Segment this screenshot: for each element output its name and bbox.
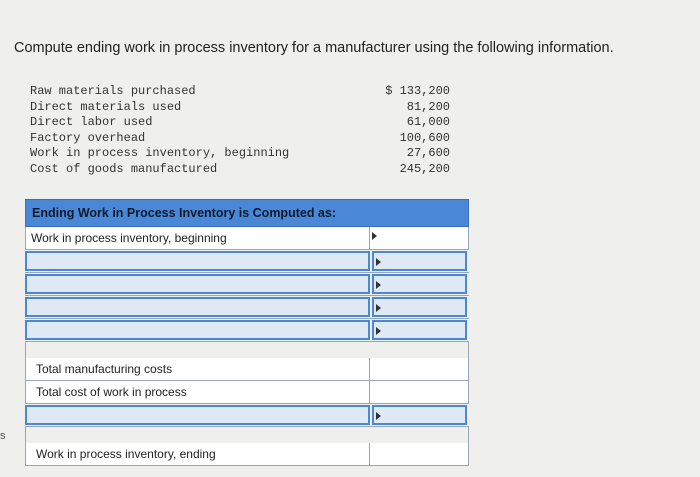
input-marker-icon	[376, 327, 381, 335]
data-row	[30, 162, 450, 178]
table-row-total-mfg	[25, 358, 469, 381]
input-marker-icon	[376, 258, 381, 266]
data-row	[30, 131, 450, 147]
amount-input[interactable]	[370, 443, 469, 465]
amount-input[interactable]	[372, 405, 467, 425]
data-row	[30, 100, 450, 116]
amount-input[interactable]	[370, 227, 469, 249]
label-input[interactable]	[25, 274, 370, 294]
amount-input[interactable]	[370, 358, 469, 380]
data-row	[30, 84, 450, 100]
input-marker-icon	[376, 281, 381, 289]
table-header: Ending Work in Process Inventory is Computed as:	[25, 199, 469, 227]
label-input[interactable]	[25, 320, 370, 340]
data-value: 245,200	[399, 161, 450, 176]
edge-mark: s	[0, 430, 6, 442]
label-input[interactable]	[25, 405, 370, 425]
data-label: Cost of goods manufactured	[30, 161, 218, 176]
amount-input[interactable]	[372, 251, 467, 271]
label-input[interactable]	[25, 251, 370, 271]
data-value: 81,200	[406, 99, 450, 114]
question-text: Compute ending work in process inventory for a manufacturer using the following information.	[14, 40, 614, 56]
table-row-input-2	[25, 273, 469, 296]
wip-table	[25, 199, 469, 466]
label-cell: Work in process inventory, beginning	[25, 227, 370, 249]
given-data	[30, 84, 450, 178]
label-cell: Work in process inventory, ending	[25, 443, 370, 465]
data-label: Factory overhead	[30, 130, 146, 145]
input-marker-icon	[376, 304, 381, 312]
input-marker-icon	[372, 232, 377, 240]
table-row-input-5	[25, 404, 469, 427]
amount-input[interactable]	[370, 381, 469, 403]
data-value: 61,000	[406, 115, 450, 130]
table-spacer	[25, 342, 469, 358]
data-value: $ 133,200	[385, 84, 450, 98]
data-value: 27,600	[406, 146, 450, 161]
table-row-input-4	[25, 319, 469, 342]
label-input[interactable]	[25, 297, 370, 317]
data-row	[30, 115, 450, 131]
table-row-ending	[25, 443, 469, 466]
table-row-total-wip	[25, 381, 469, 404]
data-row	[30, 146, 450, 162]
data-label: Direct materials used	[30, 99, 182, 114]
amount-input[interactable]	[372, 297, 467, 317]
data-label: Raw materials purchased	[30, 84, 196, 98]
data-value: 100,600	[399, 130, 450, 145]
data-label: Work in process inventory, beginning	[30, 146, 290, 161]
label-cell: Total manufacturing costs	[25, 358, 370, 380]
amount-input[interactable]	[372, 320, 467, 340]
table-row-input-1	[25, 250, 469, 273]
table-spacer	[25, 427, 469, 443]
label-cell: Total cost of work in process	[25, 381, 370, 403]
table-row-input-3	[25, 296, 469, 319]
input-marker-icon	[376, 412, 381, 420]
amount-input[interactable]	[372, 274, 467, 294]
table-row-beginning	[25, 227, 469, 250]
data-label: Direct labor used	[30, 115, 153, 130]
